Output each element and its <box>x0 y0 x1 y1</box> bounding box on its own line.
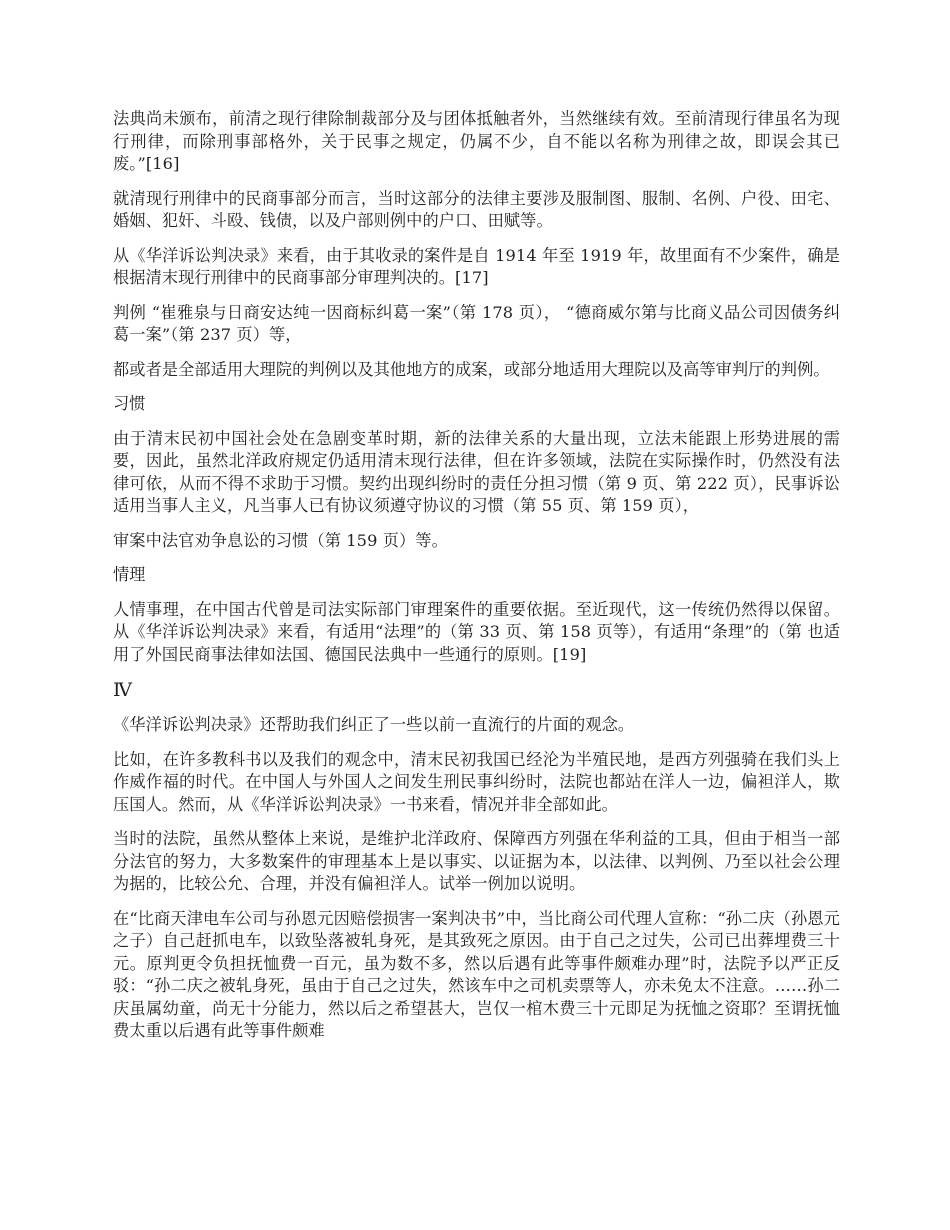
paragraph-supreme-court-precedents: 都或者是全部适用大理院的判例以及其他地方的成案，或部分地适用大理院以及高等审判厅的判例。 <box>113 359 830 379</box>
paragraph-case-examples: 判例 “崔雅泉与日商安达纯一因商标纠葛一案”（第 178 页）， “德商威尔第与比商义品公司因债务纠葛一案”（第 237 页）等， <box>113 302 840 344</box>
paragraph-semicolonial-view: 比如，在许多教科书以及我们的观念中，清末民初我国已经沦为半殖民地，是西方列强骑在我们头上作威作福的时代。在中国人与外国人之间发生刑民事纠纷时，法院也都站在洋人一边，偏袒洋人，欺压国人。然而，从《华洋诉讼判决录》一书来看，情况并非全部如此。 <box>113 749 840 814</box>
paragraph-qing-criminal-code: 就清现行刑律中的民商事部分而言，当时这部分的法律主要涉及服制图、服制、名例、户役、田宅、婚姻、犯奸、斗殴、钱债，以及户部则例中的户口、田赋等。 <box>113 188 840 230</box>
paragraph-case-records-period: 从《华洋诉讼判决录》来看，由于其收录的案件是自 1914 年至 1919 年，故里面有不少案件，确是根据清末现行刑律中的民商事部分审理判决的。[17] <box>113 245 840 287</box>
paragraph-mediation-custom: 审案中法官劝争息讼的习惯（第 159 页）等。 <box>113 530 448 550</box>
paragraph-reason: 人情事理，在中国古代曾是司法实际部门审理案件的重要依据。至近现代，这一传统仍然得以保留。从《华洋诉讼判决录》来看，有适用“法理”的（第 33 页、第 158 页等），有适用“条理”的（第 也适用了外国民商事法律如法国、德国民法典中一些通行的原则。[19] <box>113 599 840 664</box>
paragraph-custom: 由于清末民初中国社会处在急剧变革时期，新的法律关系的大量出现，立法未能跟上形势进展的需要，因此，虽然北洋政府规定仍适用清末现行法律，但在许多领域，法院在实际操作时，仍然没有法律可依，从而不得不求助于习惯。契约出现纠纷时的责任分担习惯（第 9 页、第 222 页），民事诉讼适用当事人主义，凡当事人已有协议须遵守协议的习惯（第 55 页、第 159 页）， <box>113 428 840 515</box>
paragraph-correcting-views: 《华洋诉讼判决录》还帮助我们纠正了一些以前一直流行的片面的观念。 <box>113 715 635 734</box>
paragraph-tram-case: 在“比商天津电车公司与孙恩元因赔偿损害一案判决书”中，当比商公司代理人宣称：“孙二庆（孙恩元之子）自己赶抓电车，以致坠落被轧身死，是其致死之原因。由于自己之过失，公司已出葬埋费三十元。原判更令负担抚恤费一百元，虽为数不多，然以后遇有此等事件颇难办理”时，法院予以严正反驳：“孙二庆之被轧身死，虽由于自己之过失，然该车中之司机卖票等人，亦未免太不注意。……孙二庆虽属幼童，尚无十分能力，然以后之希望甚大，岂仅一棺木费三十元即足为抚恤之资耶？至谓抚恤费太重以后遇有此等事件颇难 <box>113 908 840 1040</box>
document-body <box>113 108 840 1055</box>
paragraph-court-fairness: 当时的法院，虽然从整体上来说，是维护北洋政府、保障西方列强在华利益的工具，但由于相当一部分法官的努力，大多数案件的审理基本上是以事实、以证据为本，以法律、以判例、乃至以社会公理为据的，比较公允、合理，并没有偏袒洋人。试举一例加以说明。 <box>113 829 840 893</box>
section-heading-custom: 习惯 <box>113 394 146 413</box>
paragraph-civil-code-quote: 法典尚未颁布，前清之现行律除制裁部分及与团体抵触者外，当然继续有效。至前清现行律虽名为现行刑律，而除刑事部格外，关于民事之规定，仍属不少，自不能以名称为刑律之故，即误会其已废。”[16] <box>113 109 840 173</box>
section-number-iv: Ⅳ <box>113 679 132 701</box>
section-heading-reason: 情理 <box>113 565 146 584</box>
